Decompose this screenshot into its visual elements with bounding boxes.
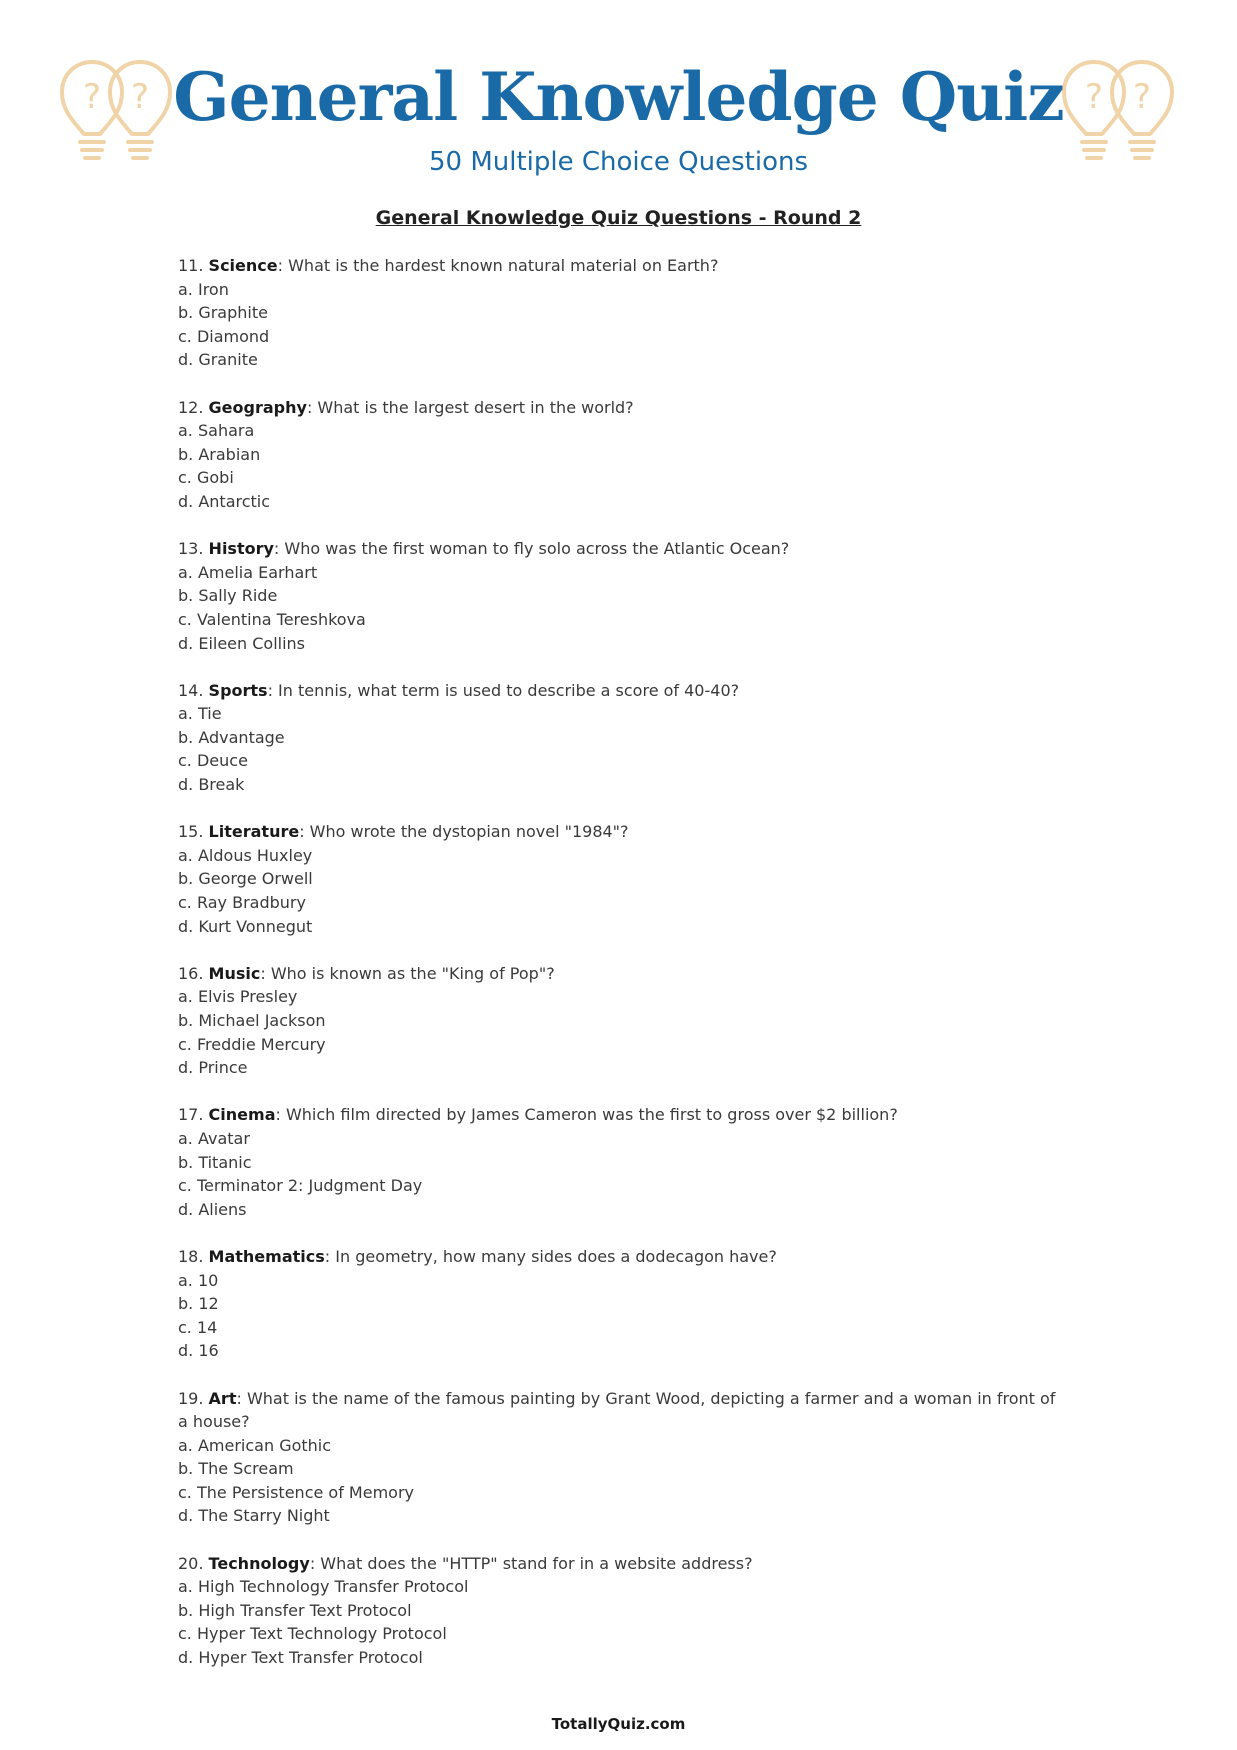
- question-number: 14.: [178, 680, 204, 700]
- svg-text:?: ?: [82, 77, 102, 117]
- section-title: General Knowledge Quiz Questions - Round 2: [375, 207, 862, 229]
- answer-option: b. 12: [178, 1294, 219, 1314]
- question-category: Sports: [208, 680, 268, 700]
- page-subtitle: 50 Multiple Choice Questions: [428, 147, 809, 177]
- question-prompt: : What is the largest desert in the world?: [306, 397, 634, 417]
- question-text: [178, 1245, 1058, 1269]
- answer-option: b. Michael Jackson: [178, 1011, 326, 1030]
- question-item: [178, 962, 1058, 1080]
- answer-option: c. Freddie Mercury: [178, 1034, 326, 1054]
- question-number: 11.: [178, 256, 204, 275]
- question-item: [178, 1387, 1058, 1529]
- question-category: Technology: [208, 1553, 310, 1573]
- question-item: [178, 1245, 1058, 1363]
- question-text: [178, 962, 1058, 986]
- question-number: 18.: [178, 1246, 204, 1266]
- question-prompt: : What is the name of the famous painting by Grant Wood, depicting a farmer and a woman in front of a house?: [178, 1388, 1056, 1432]
- answer-option: a. American Gothic: [178, 1435, 332, 1455]
- question-text: [178, 820, 1058, 844]
- answer-option: b. Advantage: [178, 727, 285, 747]
- svg-text:?: ?: [1132, 77, 1152, 117]
- question-item: [178, 254, 1058, 372]
- answer-option: a. Tie: [178, 704, 222, 724]
- answer-option: d. Kurt Vonnegut: [178, 916, 313, 936]
- answer-option: c. Deuce: [178, 751, 248, 771]
- svg-text:?: ?: [130, 77, 150, 117]
- question-category: Science: [208, 256, 278, 275]
- answer-option: b. The Scream: [178, 1459, 294, 1479]
- answer-option: a. Sahara: [178, 421, 255, 441]
- question-number: 15.: [178, 822, 204, 842]
- question-prompt: : In geometry, how many sides does a dodecagon have?: [324, 1246, 777, 1266]
- question-prompt: : What is the hardest known natural material on Earth?: [277, 256, 719, 275]
- answer-option: b. Titanic: [178, 1152, 252, 1172]
- answer-option: d. 16: [178, 1341, 219, 1361]
- question-list: [178, 254, 1058, 1693]
- question-prompt: : What does the "HTTP" stand for in a website address?: [309, 1553, 753, 1573]
- question-number: 20.: [178, 1553, 204, 1573]
- question-text: [178, 1103, 1058, 1127]
- page-title: General Knowledge Quiz: [173, 58, 1064, 136]
- question-item: [178, 537, 1058, 655]
- question-text: [178, 679, 1058, 703]
- answer-option: c. Diamond: [178, 326, 270, 346]
- answer-option: b. Sally Ride: [178, 586, 278, 606]
- question-number: 13.: [178, 539, 204, 559]
- answer-option: d. Antarctic: [178, 491, 271, 511]
- svg-text:?: ?: [1084, 77, 1104, 117]
- question-category: Mathematics: [208, 1246, 325, 1266]
- question-prompt: : Who wrote the dystopian novel "1984"?: [299, 822, 629, 842]
- question-prompt: : Who was the first woman to fly solo across the Atlantic Ocean?: [273, 539, 790, 559]
- question-number: 16.: [178, 963, 204, 983]
- answer-option: a. Aldous Huxley: [178, 845, 313, 865]
- question-prompt: : Who is known as the "King of Pop"?: [260, 963, 555, 983]
- footer-site-name: TotallyQuiz.com: [551, 1715, 686, 1733]
- question-category: Geography: [208, 397, 307, 417]
- question-category: Cinema: [208, 1105, 276, 1125]
- question-text: [178, 254, 1058, 278]
- answer-option: c. Gobi: [178, 468, 234, 488]
- question-number: 19.: [178, 1388, 204, 1408]
- question-prompt: : In tennis, what term is used to describe a score of 40-40?: [267, 680, 740, 700]
- question-category: Literature: [208, 822, 300, 842]
- answer-option: a. Iron: [178, 279, 229, 299]
- answer-option: d. Eileen Collins: [178, 633, 306, 653]
- answer-option: d. Aliens: [178, 1199, 247, 1219]
- answer-option: c. The Persistence of Memory: [178, 1482, 414, 1502]
- question-category: Music: [208, 963, 261, 983]
- question-text: [178, 1552, 1058, 1576]
- answer-option: c. Hyper Text Technology Protocol: [178, 1624, 447, 1644]
- question-item: [178, 1552, 1058, 1670]
- question-text: [178, 1387, 1058, 1434]
- answer-option: d. Prince: [178, 1058, 248, 1078]
- answer-option: a. Amelia Earhart: [178, 562, 318, 582]
- question-item: [178, 820, 1058, 938]
- answer-option: c. 14: [178, 1317, 218, 1337]
- answer-option: b. Arabian: [178, 444, 261, 464]
- answer-option: c. Terminator 2: Judgment Day: [178, 1176, 423, 1196]
- answer-option: c. Valentina Tereshkova: [178, 609, 366, 629]
- question-text: [178, 396, 1058, 420]
- answer-option: c. Ray Bradbury: [178, 893, 306, 913]
- question-item: [178, 1103, 1058, 1221]
- answer-option: d. Granite: [178, 350, 258, 370]
- question-item: [178, 679, 1058, 797]
- question-category: History: [208, 539, 274, 559]
- question-number: 17.: [178, 1105, 204, 1125]
- question-item: [178, 396, 1058, 514]
- question-text: [178, 537, 1058, 561]
- question-number: 12.: [178, 397, 204, 417]
- answer-option: a. Elvis Presley: [178, 987, 298, 1007]
- question-category: Art: [208, 1388, 237, 1408]
- answer-option: b. Graphite: [178, 303, 268, 323]
- answer-option: d. Break: [178, 775, 245, 795]
- answer-option: d. The Starry Night: [178, 1506, 330, 1526]
- answer-option: a. Avatar: [178, 1128, 250, 1148]
- answer-option: d. Hyper Text Transfer Protocol: [178, 1648, 423, 1668]
- answer-option: b. George Orwell: [178, 869, 313, 889]
- answer-option: a. High Technology Transfer Protocol: [178, 1577, 469, 1597]
- answer-option: b. High Transfer Text Protocol: [178, 1600, 412, 1620]
- question-prompt: : Which film directed by James Cameron was the first to gross over $2 billion?: [275, 1105, 898, 1125]
- answer-option: a. 10: [178, 1270, 219, 1290]
